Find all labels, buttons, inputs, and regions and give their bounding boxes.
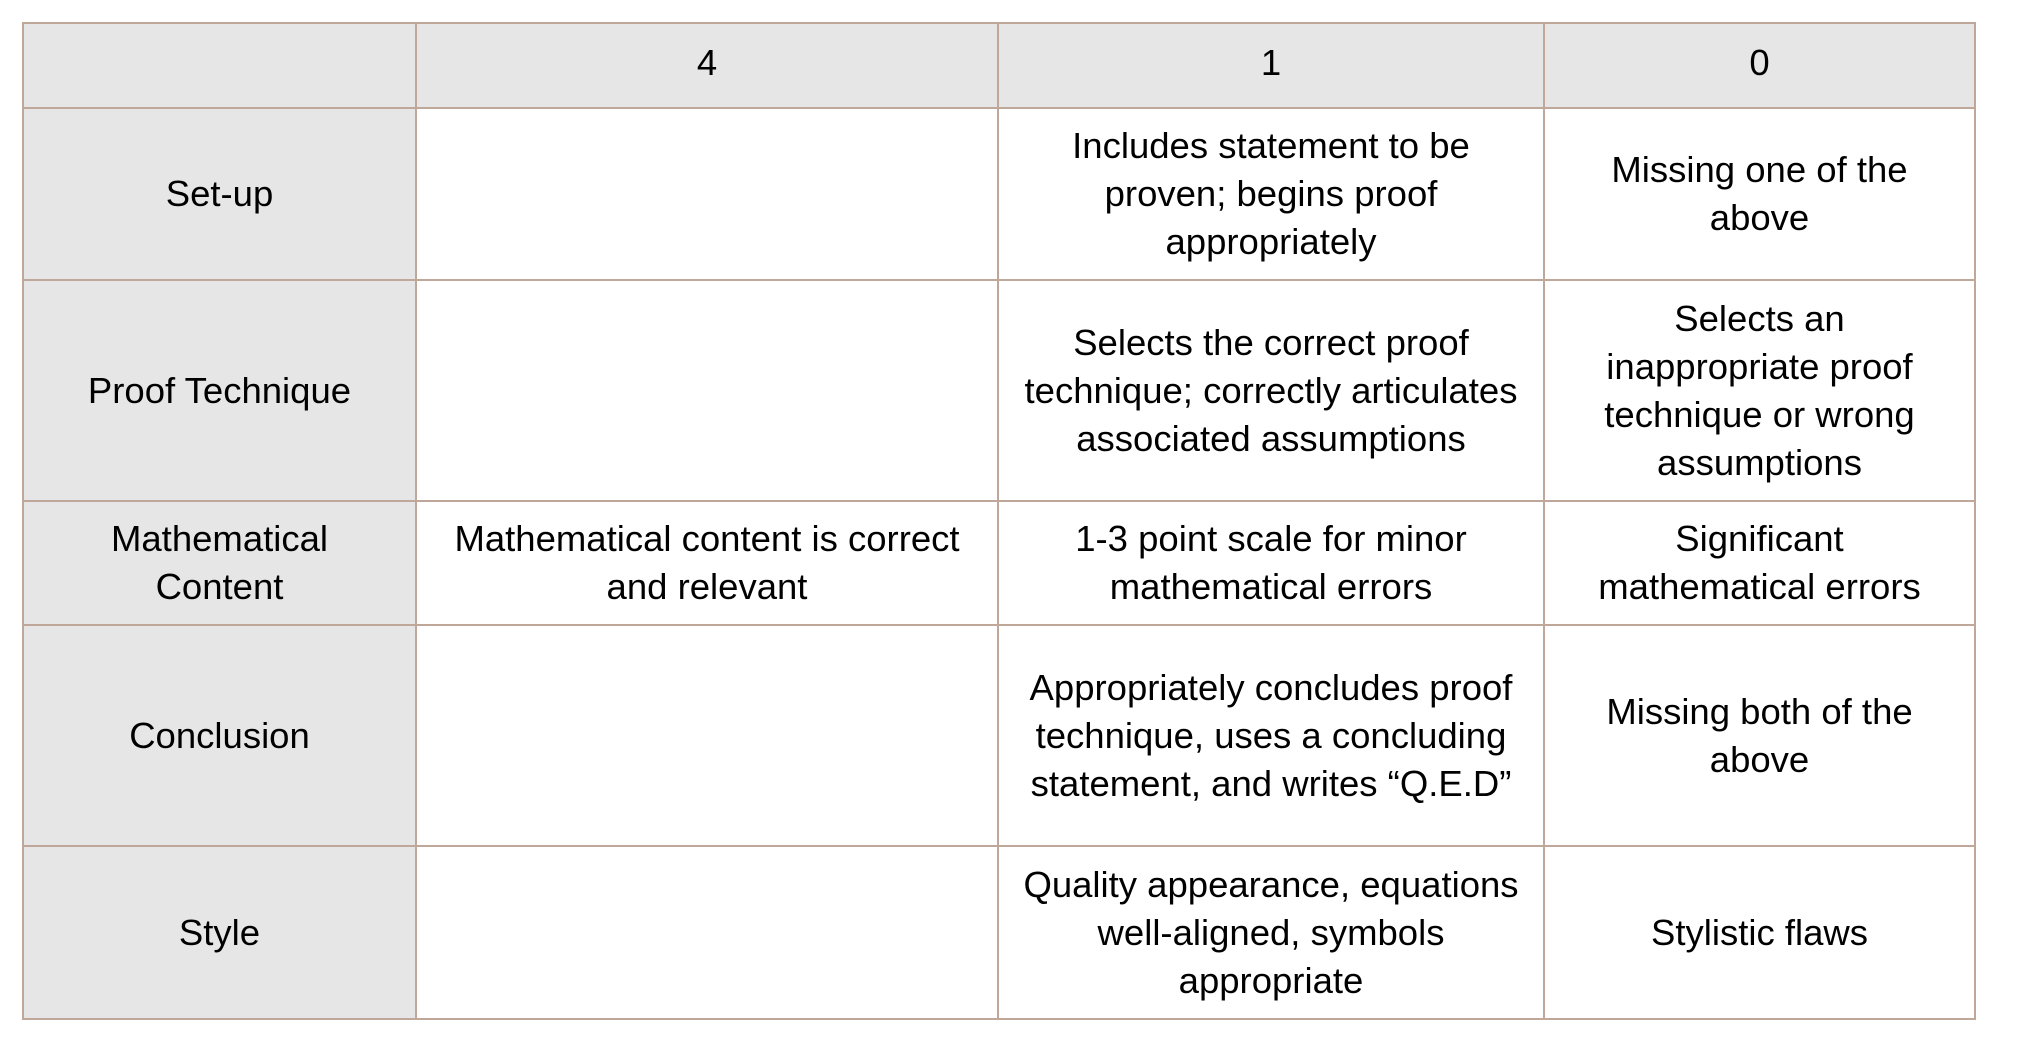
table-row <box>23 846 1975 1019</box>
criterion-cell: Proof Technique <box>23 280 416 501</box>
table-row <box>23 625 1975 846</box>
score-1-cell: Appropriately concludes proof technique, uses a concluding statement, and writes “Q.E.D” <box>998 625 1544 846</box>
header-score-4: 4 <box>416 23 998 108</box>
score-0-cell: Significant mathematical errors <box>1544 501 1975 625</box>
table-row <box>23 108 1975 280</box>
criterion-cell: Set-up <box>23 108 416 280</box>
score-4-cell <box>416 108 998 280</box>
score-0-cell: Missing one of the above <box>1544 108 1975 280</box>
header-score-1: 1 <box>998 23 1544 108</box>
table-row <box>23 501 1975 625</box>
table-row <box>23 280 1975 501</box>
score-4-cell <box>416 846 998 1019</box>
header-corner-cell <box>23 23 416 108</box>
score-4-cell <box>416 280 998 501</box>
score-1-cell: Selects the correct proof technique; correctly articulates associated assumptions <box>998 280 1544 501</box>
score-1-cell: Includes statement to be proven; begins proof appropriately <box>998 108 1544 280</box>
score-0-cell: Missing both of the above <box>1544 625 1975 846</box>
score-0-cell: Selects an inappropriate proof technique or wrong assumptions <box>1544 280 1975 501</box>
criterion-cell: Mathematical Content <box>23 501 416 625</box>
score-1-cell: 1-3 point scale for minor mathematical errors <box>998 501 1544 625</box>
score-0-cell: Stylistic flaws <box>1544 846 1975 1019</box>
header-row <box>23 23 1975 108</box>
score-1-cell: Quality appearance, equations well-aligned, symbols appropriate <box>998 846 1544 1019</box>
criterion-cell: Conclusion <box>23 625 416 846</box>
score-4-cell: Mathematical content is correct and relevant <box>416 501 998 625</box>
criterion-cell: Style <box>23 846 416 1019</box>
score-4-cell <box>416 625 998 846</box>
header-score-0: 0 <box>1544 23 1975 108</box>
rubric-table <box>22 22 1976 1020</box>
